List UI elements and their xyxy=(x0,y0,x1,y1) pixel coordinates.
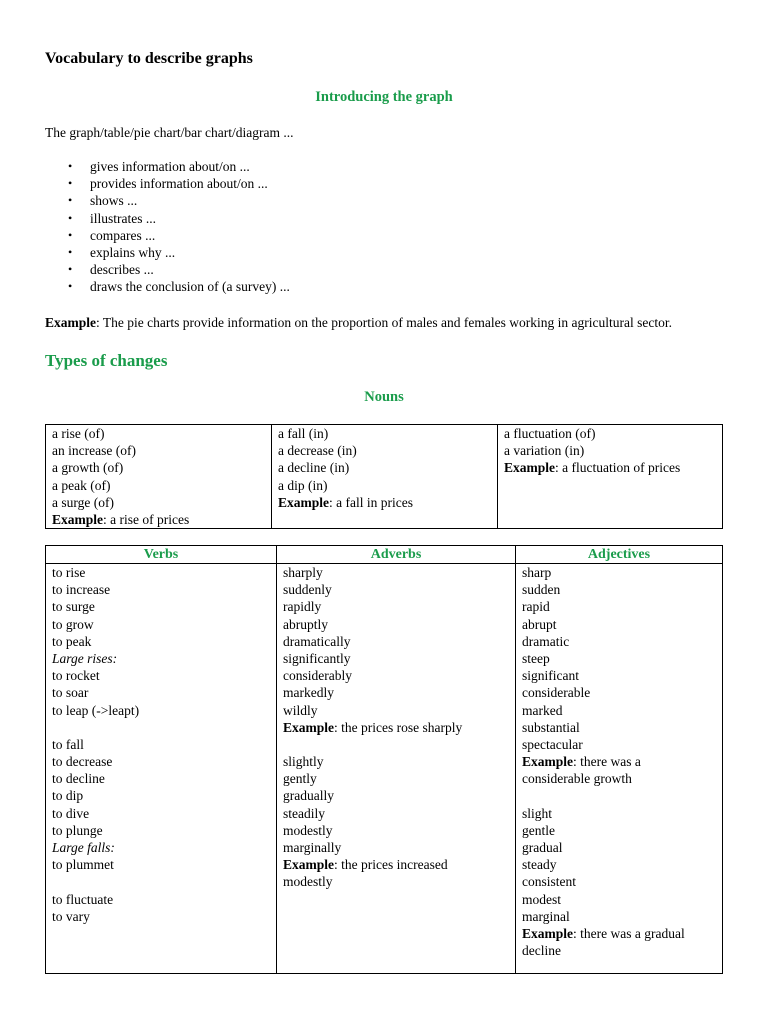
table-cell-item: suddenly xyxy=(283,582,332,598)
table-cell-item: to dip xyxy=(52,788,84,804)
table-cell-item: to fall xyxy=(52,736,84,752)
list-item: • gives information about/on ... xyxy=(90,158,290,175)
spacer xyxy=(283,736,515,753)
table-cell-item: markedly xyxy=(283,685,334,701)
table-cell-item: to surge xyxy=(52,599,95,615)
verbs-header: Verbs xyxy=(46,546,277,564)
nouns-fall-cell xyxy=(272,425,498,529)
table-cell-item: to increase xyxy=(52,582,111,598)
table-cell-example: Example: a fluctuation of prices xyxy=(504,460,681,476)
table-cell-item: dramatically xyxy=(283,633,351,649)
table-cell-item: gradual xyxy=(522,840,563,856)
nouns-heading: Nouns xyxy=(364,389,404,405)
nouns-table xyxy=(45,424,723,529)
list-item: • provides information about/on ... xyxy=(90,175,290,192)
table-cell-item: slightly xyxy=(283,754,324,770)
table-cell-item: a growth (of) xyxy=(52,460,124,476)
table-cell-item: steady xyxy=(522,857,557,873)
intro-example xyxy=(45,315,672,331)
table-cell-item: a fluctuation (of) xyxy=(504,426,596,441)
table-cell-item: a dip (in) xyxy=(278,477,328,493)
table-cell-item: steadily xyxy=(283,805,325,821)
table-cell-item: a rise (of) xyxy=(52,426,105,441)
table-cell-item: to vary xyxy=(52,908,90,924)
table-cell-example: Example: the prices rose sharply xyxy=(283,719,463,735)
table-cell-item: to rocket xyxy=(52,668,100,684)
table-cell-item: to leap (->leapt) xyxy=(52,702,140,718)
table-cell-item: a decrease (in) xyxy=(278,443,357,459)
list-item: • illustrates ... xyxy=(90,210,290,227)
intro-heading: Introducing the graph xyxy=(315,89,453,105)
example-text: : The pie charts provide information on the proportion of males and females working in agricultural sector. xyxy=(96,315,672,330)
list-item: • draws the conclusion of (a survey) ... xyxy=(90,278,290,295)
table-cell-item: rapidly xyxy=(283,599,322,615)
table-cell-item: marked xyxy=(522,702,563,718)
table-cell-item: significant xyxy=(522,668,579,684)
table-cell-item: to grow xyxy=(52,616,94,632)
table-cell-item: slight xyxy=(522,805,553,821)
table-cell-item: marginal xyxy=(522,908,570,924)
large-falls-label: Large falls: xyxy=(52,840,115,855)
table-cell-item: to peak xyxy=(52,633,92,649)
list-item: • describes ... xyxy=(90,261,290,278)
intro-line: The graph/table/pie chart/bar chart/diagram ... xyxy=(45,125,294,140)
table-cell-item: a peak (of) xyxy=(52,477,111,493)
table-cell-item: abruptly xyxy=(283,616,328,632)
table-cell-item: gradually xyxy=(283,788,334,804)
table-cell-item: modest xyxy=(522,891,561,907)
table-cell-item: gently xyxy=(283,771,317,787)
table-cell-item: to rise xyxy=(52,565,86,580)
table-cell-item: wildly xyxy=(283,702,318,718)
table-cell-item: a decline (in) xyxy=(278,460,350,476)
table-cell-item: considerable xyxy=(522,685,591,701)
table-cell-item: sharply xyxy=(283,565,323,580)
spacer xyxy=(52,719,276,736)
adjectives-header: Adjectives xyxy=(516,546,723,564)
nouns-rise-cell xyxy=(46,425,272,529)
table-cell-item: to decrease xyxy=(52,754,113,770)
nouns-fluctuation-cell xyxy=(498,425,723,529)
document-title: Vocabulary to describe graphs xyxy=(45,50,253,67)
large-rises-label: Large rises: xyxy=(52,650,118,666)
table-cell-item: a surge (of) xyxy=(52,494,114,510)
table-cell-item: significantly xyxy=(283,650,351,666)
adverbs-cell xyxy=(277,564,516,974)
types-heading: Types of changes xyxy=(45,351,168,370)
word-forms-table xyxy=(45,545,723,974)
table-cell-item: modestly xyxy=(283,822,333,838)
table-cell-item: consistent xyxy=(522,874,576,890)
table-cell-item: sudden xyxy=(522,582,561,598)
table-cell-item: considerably xyxy=(283,668,352,684)
table-cell-example: Example: a rise of prices xyxy=(52,511,190,527)
table-cell-item: dramatic xyxy=(522,633,570,649)
list-item: • compares ... xyxy=(90,227,290,244)
table-cell-item: an increase (of) xyxy=(52,443,136,459)
spacer xyxy=(522,787,722,804)
table-cell-item: a fall (in) xyxy=(278,426,329,441)
table-cell-item: a variation (in) xyxy=(504,443,585,459)
table-cell-example: Example: there was a considerable growth xyxy=(522,754,641,787)
table-cell-item: substantial xyxy=(522,719,580,735)
table-cell-item: gentle xyxy=(522,822,555,838)
table-cell-item: to plunge xyxy=(52,822,103,838)
table-cell-item: to dive xyxy=(52,805,90,821)
table-cell-item: sharp xyxy=(522,565,552,580)
example-label: Example xyxy=(45,315,97,330)
table-cell-item: to plummet xyxy=(52,857,114,873)
table-cell-item: rapid xyxy=(522,599,550,615)
intro-bullet-list xyxy=(45,158,290,296)
adjectives-cell xyxy=(516,564,723,974)
table-cell-item: steep xyxy=(522,650,550,666)
table-cell-item: marginally xyxy=(283,840,342,855)
list-item: • explains why ... xyxy=(90,244,290,261)
table-cell-example: Example: there was a gradual decline xyxy=(522,925,685,959)
table-cell-item: abrupt xyxy=(522,616,557,632)
table-cell-item: to fluctuate xyxy=(52,891,114,907)
verbs-cell xyxy=(46,564,277,974)
table-cell-item: spectacular xyxy=(522,736,583,752)
table-cell-item: to soar xyxy=(52,685,89,701)
adverbs-header: Adverbs xyxy=(277,546,516,564)
table-cell-example: Example: a fall in prices xyxy=(278,494,413,510)
table-cell-item: to decline xyxy=(52,771,105,787)
list-item: • shows ... xyxy=(90,192,290,209)
spacer xyxy=(52,873,276,890)
table-cell-example: Example: the prices increased modestly xyxy=(283,857,448,890)
